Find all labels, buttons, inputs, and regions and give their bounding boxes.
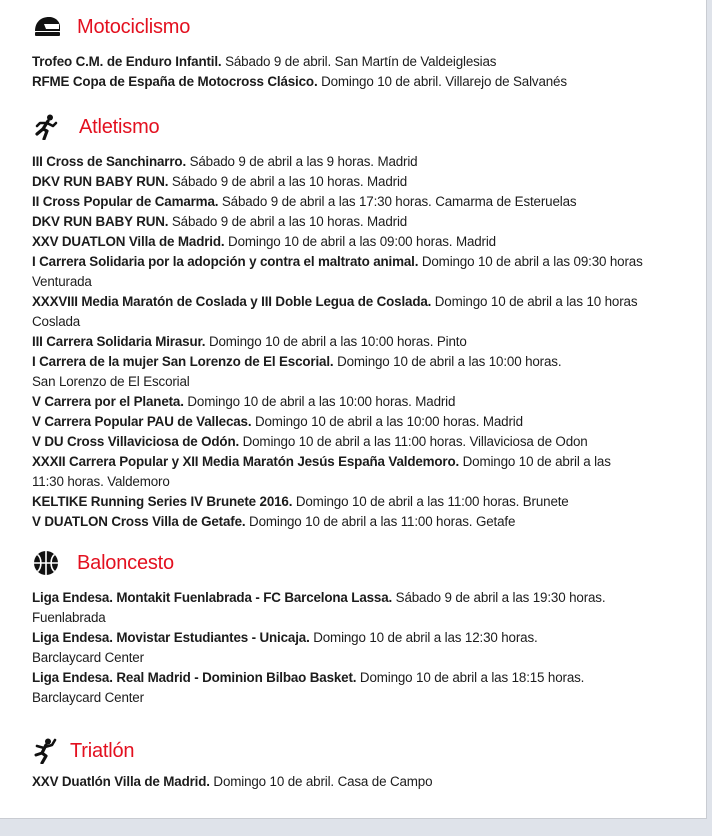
event-item [32, 772, 700, 792]
event-list [32, 588, 700, 708]
event-list [32, 52, 700, 92]
event-detail: Domingo 10 de abril a las 11:00 horas. Villaviciosa de Odon [239, 434, 588, 449]
event-item [32, 332, 700, 352]
event-item [32, 412, 700, 432]
event-detail: Sábado 9 de abril a las 10 horas. Madrid [168, 174, 408, 189]
event-name: III Cross de Sanchinarro. [32, 154, 187, 169]
event-detail: Domingo 10 de abril a las 11:00 horas. Brunete [292, 494, 569, 509]
event-list [32, 152, 700, 532]
event-item [32, 232, 700, 252]
event-name: V DU Cross Villaviciosa de Odón. [32, 434, 240, 449]
event-name: DKV RUN BABY RUN. [32, 214, 169, 229]
section-header [32, 112, 700, 142]
event-detail: Domingo 10 de abril a las 10:00 horas. Pinto [205, 334, 467, 349]
event-item [32, 628, 700, 648]
event-detail: Domingo 10 de abril a las 09:00 horas. Madrid [224, 234, 496, 249]
event-item [32, 668, 700, 688]
event-name: Trofeo C.M. de Enduro Infantil. [32, 54, 222, 69]
section-baloncesto [32, 548, 700, 708]
event-list [32, 772, 700, 792]
event-item [32, 72, 700, 92]
runner-icon [32, 114, 62, 140]
event-name: RFME Copa de España de Motocross Clásico. [32, 74, 318, 89]
event-detail: Sábado 9 de abril a las 17:30 horas. Camarma de Esteruelas [218, 194, 577, 209]
triathlete-icon [32, 738, 62, 764]
event-detail: Domingo 10 de abril a las [459, 454, 611, 469]
event-detail: Domingo 10 de abril. Casa de Campo [209, 774, 433, 789]
event-item [32, 432, 700, 452]
section-title: Motociclismo [77, 16, 191, 38]
event-name: Liga Endesa. Montakit Fuenlabrada - FC Barcelona Lassa. [32, 590, 393, 605]
section-motociclismo [32, 12, 700, 92]
event-detail: Domingo 10 de abril a las 11:00 horas. Getafe [245, 514, 516, 529]
event-name: XXXVIII Media Maratón de Coslada y III Doble Legua de Coslada. [32, 294, 432, 309]
event-name: KELTIKE Running Series IV Brunete 2016. [32, 494, 293, 509]
event-location: San Lorenzo de El Escorial [32, 374, 190, 389]
event-item [32, 152, 700, 172]
event-name: V DUATLON Cross Villa de Getafe. [32, 514, 246, 529]
event-location: Coslada [32, 314, 81, 329]
event-item [32, 252, 700, 272]
event-name: Liga Endesa. Real Madrid - Dominion Bilbao Basket. [32, 670, 357, 685]
section-title: Baloncesto [77, 552, 174, 574]
event-name: II Cross Popular de Camarma. [32, 194, 219, 209]
event-detail: Sábado 9 de abril. San Martín de Valdeiglesias [221, 54, 497, 69]
event-item [32, 52, 700, 72]
event-item [32, 192, 700, 212]
event-detail: Domingo 10 de abril a las 18:15 horas. [356, 670, 585, 685]
event-item [32, 492, 700, 512]
event-detail: Domingo 10 de abril a las 10:00 horas. [333, 354, 562, 369]
event-item [32, 512, 700, 532]
event-name: DKV RUN BABY RUN. [32, 174, 169, 189]
section-header [32, 736, 700, 766]
section-atletismo [32, 112, 700, 532]
event-detail: Sábado 9 de abril a las 9 horas. Madrid [186, 154, 418, 169]
event-name: III Carrera Solidaria Mirasur. [32, 334, 206, 349]
event-name: XXXII Carrera Popular y XII Media Maratón Jesús España Valdemoro. [32, 454, 460, 469]
event-detail: Sábado 9 de abril a las 19:30 horas. [392, 590, 606, 605]
event-item [32, 212, 700, 232]
section-triatlon [32, 736, 700, 792]
event-detail: Domingo 10 de abril a las 12:30 horas. [309, 630, 538, 645]
event-detail: Domingo 10 de abril a las 10 horas [431, 294, 638, 309]
event-detail: Domingo 10 de abril. Villarejo de Salvanés [317, 74, 567, 89]
event-item [32, 172, 700, 192]
event-name: V Carrera por el Planeta. [32, 394, 184, 409]
section-header [32, 12, 700, 42]
event-item [32, 352, 700, 372]
event-item [32, 292, 700, 312]
event-location: 11:30 horas. Valdemoro [32, 474, 170, 489]
event-detail: Domingo 10 de abril a las 09:30 horas [418, 254, 643, 269]
event-location: Barclaycard Center [32, 650, 144, 665]
event-item [32, 588, 700, 608]
event-detail: Domingo 10 de abril a las 10:00 horas. Madrid [251, 414, 523, 429]
event-detail: Sábado 9 de abril a las 10 horas. Madrid [168, 214, 408, 229]
event-item [32, 392, 700, 412]
event-name: XXV DUATLON Villa de Madrid. [32, 234, 225, 249]
event-detail: Domingo 10 de abril a las 10:00 horas. Madrid [183, 394, 456, 409]
event-location: Barclaycard Center [32, 690, 144, 705]
event-name: XXV Duatlón Villa de Madrid. [32, 774, 210, 789]
basketball-icon [32, 550, 62, 576]
event-name: I Carrera Solidaria por la adopción y contra el maltrato animal. [32, 254, 419, 269]
motorcycle-helmet-icon [32, 14, 62, 40]
event-name: Liga Endesa. Movistar Estudiantes - Unicaja. [32, 630, 310, 645]
section-header [32, 548, 700, 578]
event-item [32, 452, 700, 472]
event-name: I Carrera de la mujer San Lorenzo de El Escorial. [32, 354, 334, 369]
section-title: Atletismo [79, 116, 160, 138]
event-location: Fuenlabrada [32, 610, 106, 625]
event-name: V Carrera Popular PAU de Vallecas. [32, 414, 252, 429]
event-location: Venturada [32, 274, 92, 289]
section-title: Triatlón [70, 740, 135, 762]
